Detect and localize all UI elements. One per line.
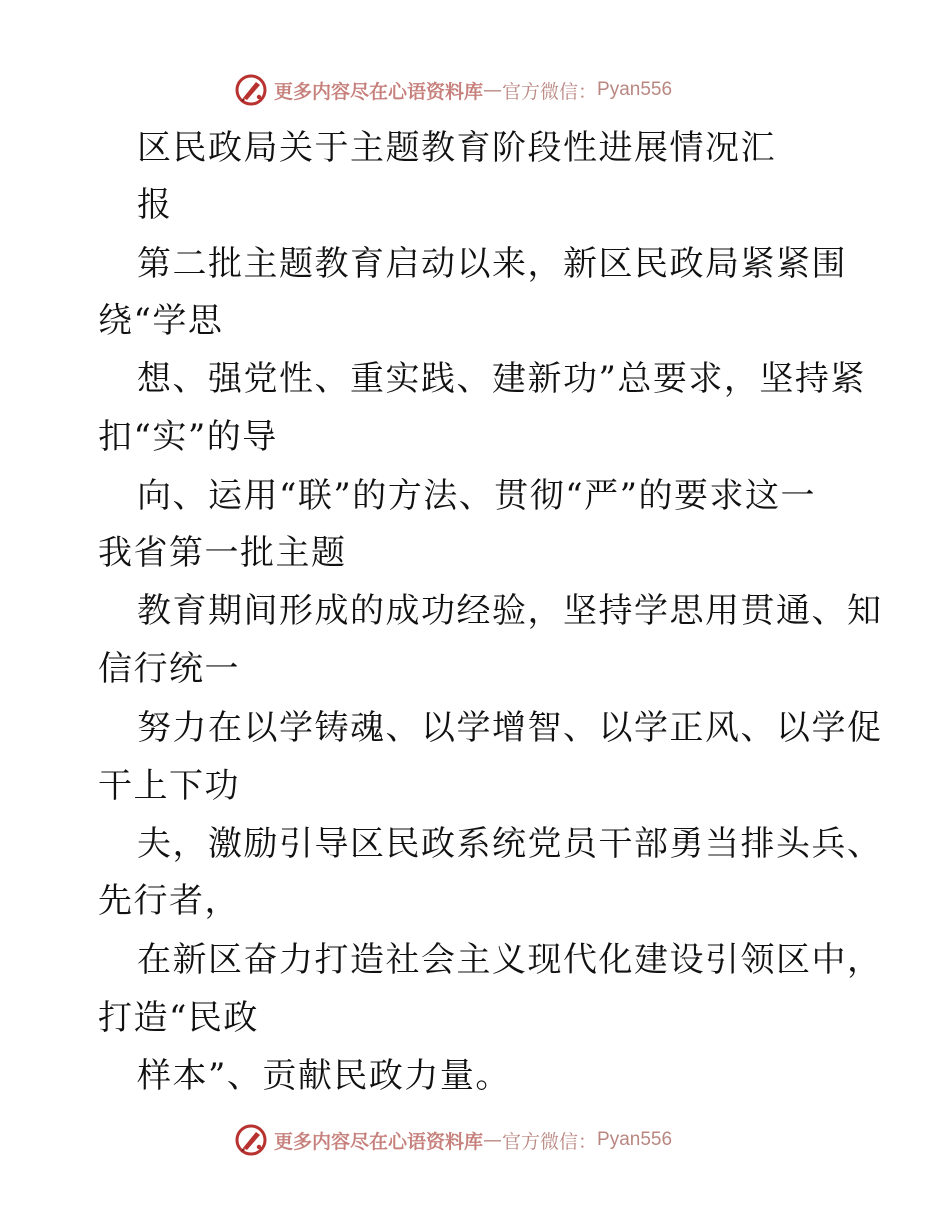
paragraph-line: 信行统一 — [98, 649, 240, 689]
paragraph-line: 夫，激励引导区民政系统党员干部勇当排头兵、 — [137, 824, 883, 864]
document-title-line-1: 区民政局关于主题教育阶段性进展情况汇 — [137, 128, 776, 168]
banner-separator: — — [483, 1129, 503, 1151]
paragraph-line: 我省第一批主题 — [98, 533, 347, 573]
paragraph-line: 干上下功 — [98, 766, 240, 806]
banner-sub-text: 官方微信： — [502, 1130, 598, 1153]
paragraph-line: 在新区奋力打造社会主义现代化建设引领区中， — [137, 940, 883, 980]
paragraph-line: 教育期间形成的成功经验，坚持学思用贯通、知 — [137, 591, 883, 631]
paragraph-line: 想、强党性、重实践、建新功”总要求，坚持紧 — [137, 359, 866, 399]
document-title-line-2: 报 — [137, 185, 173, 225]
pen-circle-logo-icon — [234, 73, 268, 107]
banner-main-text: 更多内容尽在心语资料库 — [274, 80, 484, 103]
paragraph-line: 向、运用“联”的方法、贯彻“严”的要求这一 — [137, 476, 817, 516]
paragraph-line: 打造“民政 — [98, 998, 259, 1038]
footer-banner — [234, 1121, 672, 1159]
header-banner — [234, 71, 672, 109]
banner-wechat-id: Pyan556 — [597, 1129, 673, 1150]
pen-circle-logo-icon — [234, 1123, 268, 1157]
banner-sub-text: 官方微信： — [502, 80, 598, 103]
paragraph-line: 扣“实”的导 — [98, 417, 278, 457]
paragraph-line: 绕“学思 — [98, 301, 224, 341]
paragraph-line: 第二批主题教育启动以来，新区民政局紧紧围 — [137, 244, 847, 284]
banner-main-text: 更多内容尽在心语资料库 — [274, 1130, 484, 1153]
paragraph-line: 努力在以学铸魂、以学增智、以学正风、以学促 — [137, 708, 883, 748]
banner-separator: — — [483, 79, 503, 101]
banner-wechat-id: Pyan556 — [597, 79, 673, 100]
paragraph-line: 样本”、贡献民政力量。 — [137, 1056, 511, 1096]
paragraph-line: 先行者， — [98, 881, 240, 921]
